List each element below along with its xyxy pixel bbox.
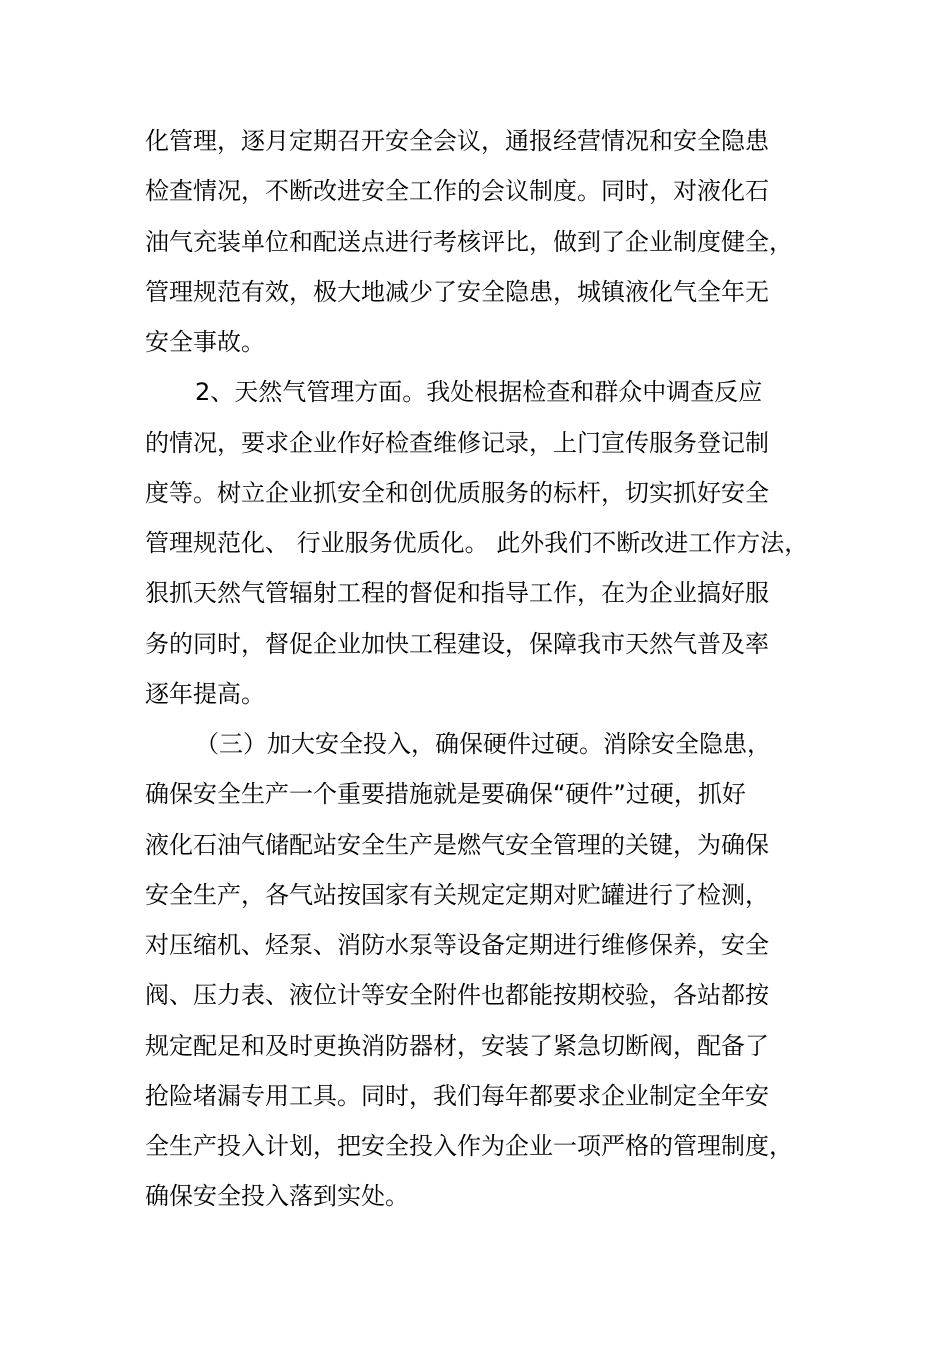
text-line: 确保安全投入落到实处。 (145, 1182, 409, 1210)
text-line: 的情况，要求企业作好检查维修记录，上门宣传服务登记制 (145, 429, 769, 457)
text-line: 阀、压力表、液位计等安全附件也都能按期校验，各站都按 (145, 981, 769, 1009)
text-line: 确保安全生产一个重要措施就是要确保“硬件”过硬，抓好 (145, 780, 746, 808)
text-line: 油气充装单位和配送点进行考核评比，做到了企业制度健全， (145, 228, 793, 256)
text-line: 安全事故。 (145, 328, 265, 356)
text-line: 规定配足和及时更换消防器材，安装了紧急切断阀，配备了 (145, 1032, 769, 1060)
section-heading-line: （三）加大安全投入，确保硬件过硬。消除安全隐患， (195, 730, 771, 758)
text-line: 抢险堵漏专用工具。同时，我们每年都要求企业制定全年安 (145, 1082, 769, 1110)
text-line: 液化石油气储配站安全生产是燃气安全管理的关键，为确保 (145, 831, 769, 859)
text-line: 检查情况，不断改进安全工作的会议制度。同时，对液化石 (145, 177, 769, 205)
text-line: 务的同时，督促企业加快工程建设，保障我市天然气普及率 (145, 630, 769, 658)
text-line: 度等。树立企业抓安全和创优质服务的标杆，切实抓好安全 (145, 479, 769, 507)
text-line: 逐年提高。 (145, 680, 265, 708)
text-line: 化管理，逐月定期召开安全会议，通报经营情况和安全隐患 (145, 127, 769, 155)
text-line: 对压缩机、烃泵、消防水泵等设备定期进行维修保养，安全 (145, 931, 769, 959)
text-line: 全生产投入计划，把安全投入作为企业一项严格的管理制度， (145, 1132, 793, 1160)
text-line: 管理规范有效，极大地减少了安全隐患，城镇液化气全年无 (145, 278, 769, 306)
text-line: 狠抓天然气管辐射工程的督促和指导工作，在为企业搞好服 (145, 579, 769, 607)
text-line: 管理规范化、 行业服务优质化。 此外我们不断改进工作方法， (145, 529, 809, 557)
paragraph-start-line: 2、天然气管理方面。我处根据检查和群众中调查反应 (195, 378, 763, 406)
text-line: 安全生产，各气站按国家有关规定定期对贮罐进行了检测， (145, 881, 769, 909)
